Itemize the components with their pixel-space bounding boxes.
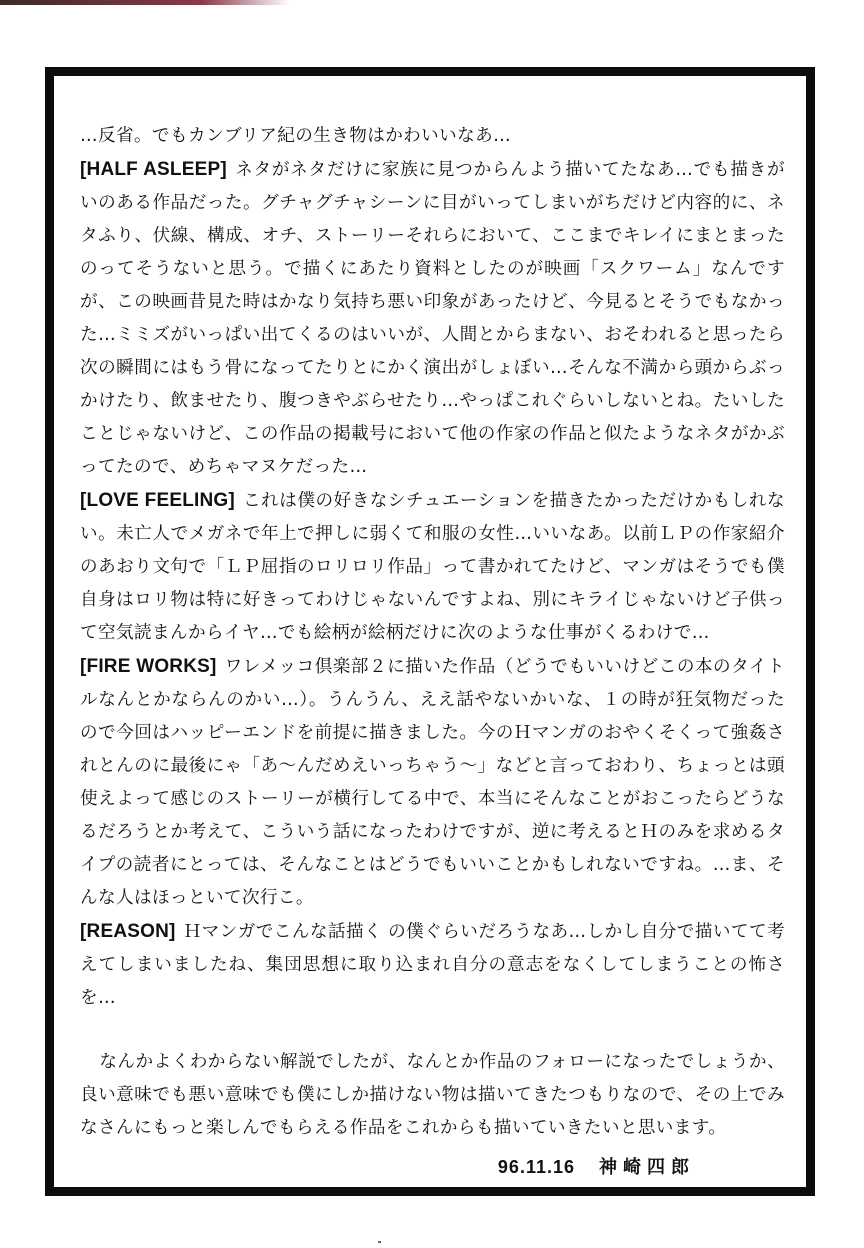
bottom-speck — [378, 1241, 381, 1243]
section-title-reason: [REASON] — [80, 921, 176, 942]
section-love-feeling — [80, 484, 785, 650]
section-title-love-feeling: [LOVE FEELING] — [80, 490, 235, 511]
section-title-fire-works: [FIRE WORKS] — [80, 656, 217, 677]
section-reason — [80, 915, 785, 1015]
section-fire-works — [80, 650, 785, 915]
signature-date: 96.11.16 — [497, 1157, 575, 1177]
afterword-body — [80, 120, 785, 1184]
section-text-reason: Ｈマンガでこんな話描く の僕ぐらいだろうなあ…しかし自分で描いてて考えてしまいましたね、集団思想に取り込まれ自分の意志をなくしてしまうことの怖さを… — [80, 922, 785, 1008]
signature-author: 神崎四郎 — [599, 1157, 695, 1178]
closing-paragraph: なんかよくわからない解説でしたが、なんとか作品のフォローになったでしょうか、良い意味でも悪い意味でも僕にしか描けない物は描いてきたつもりなので、その上でみなさんにもっと楽しんでもらえる作品をこれからも描いていきたいと思います。 — [80, 1052, 785, 1138]
afterword-frame — [45, 67, 815, 1196]
section-text-fire-works: ワレメッコ倶楽部２に描いた作品（どうでもいいけどこの本のタイトルなんとかならんのかい…）。うんうん、ええ話やないかいな、１の時が狂気物だったので今回はハッピーエンドを前提に描きました。今のＨマンガのおやくそくって強姦されとんのに最後にゃ「あ〜んだめえいっちゃう〜」などと言っておわり、ちょっとは頭使えよって感じのストーリーが横行してる中で、本当にそんなことがおこったらどうなるだろうとか考えて、こういう話になったわけですが、逆に考えるとＨのみを求めるタイプの読者にとっては、そんなことはどうでもいいことかもしれないですね。…ま、そんな人はほっといて次行こ。 — [80, 657, 785, 908]
intro-paragraph: …反省。でもカンブリア紀の生き物はかわいいなあ… — [80, 126, 512, 146]
top-edge-mark — [0, 0, 290, 5]
section-text-half-asleep: ネタがネタだけに家族に見つからんよう描いてたなあ…でも描きがいのある作品だった。グチャグチャシーンに目がいってしまいがちだけど内容的に、ネタふり、伏線、構成、オチ、ストーリーそれらにおいて、ここまでキレイにまとまったのってそうないと思う。で描くにあたり資料としたのが映画「スクワーム」なんですが、この映画昔見た時はかなり気持ち悪い印象があったけど、今見るとそうでもなかった…ミミズがいっぱい出てくるのはいいが、人間とからまない、おそわれると思ったら次の瞬間にはもう骨になってたりとにかく演出がしょぼい…そんな不満から頭からぶっかけたり、飲ませたり、腹つきやぶらせたり…やっぱこれぐらいしないとね。たいしたことじゃないけど、この作品の掲載号において他の作家の作品と似たようなネタがかぶってたので、めちゃマヌケだった… — [80, 160, 785, 477]
section-text-love-feeling: これは僕の好きなシチュエーションを描きたかっただけかもしれない。未亡人でメガネで年上で押しに弱くて和服の女性…いいなあ。以前ＬＰの作家紹介のあおり文句で「ＬＰ屈指のロリロリ作品」って書かれてたけど、マンガはそうでも僕自身はロリ物は特に好きってわけじゃないんですよね、別にキライじゃないけど子供って空気読まんからイヤ…でも絵柄が絵柄だけに次のような仕事がくるわけで… — [80, 491, 785, 643]
section-title-half-asleep: [HALF ASLEEP] — [80, 159, 227, 180]
section-half-asleep — [80, 153, 785, 484]
signature — [80, 1151, 695, 1184]
